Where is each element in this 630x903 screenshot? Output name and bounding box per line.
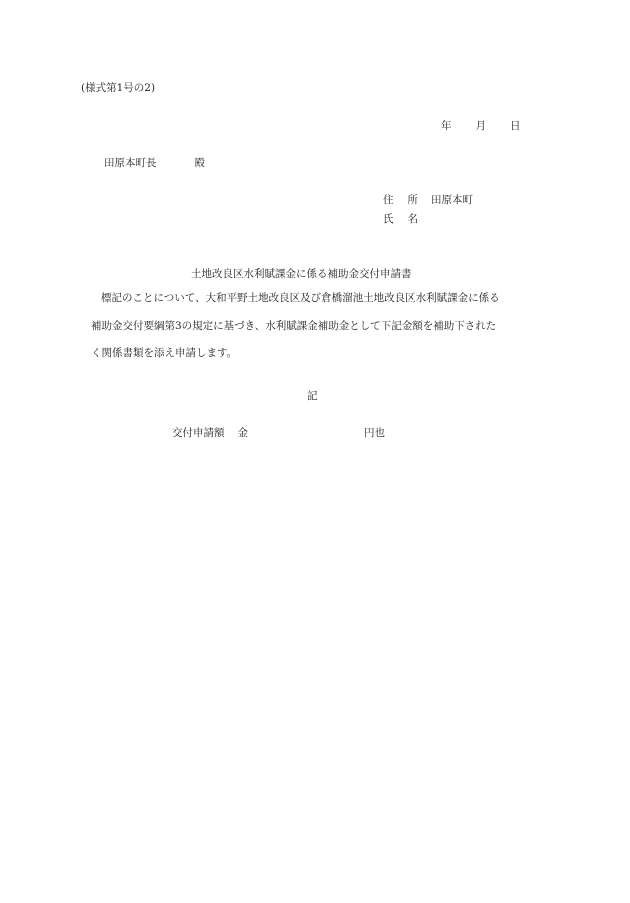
address-value: 田原本町 [431,194,473,206]
amount-kin: 金 [237,427,248,439]
name-label-2: 名 [407,213,418,225]
form-number: (様式第1号の2) [81,82,156,94]
amount-unit: 円也 [364,427,385,439]
document-title: 土地改良区水利賦課金に係る補助金交付申請書 [191,268,412,280]
applicant-name-row [383,214,418,225]
ki-heading: 記 [307,390,318,402]
date-day: 日 [510,120,521,132]
amount-row [172,428,385,439]
address-label-1: 住 [383,194,394,206]
applicant-address-row [383,195,473,206]
date-line [441,121,521,132]
addressee-honorific: 殿 [194,157,205,169]
body-line: 補助金交付要綱第3の規定に基づき、水利賦課金補助金として下記金額を補助下された [91,320,497,332]
date-year: 年 [441,120,452,132]
name-label-1: 氏 [383,213,394,225]
address-label-2: 所 [407,194,418,206]
date-month: 月 [475,120,486,132]
body-line: く関係書類を添え申請します。 [91,347,238,359]
addressee [104,158,205,169]
amount-label: 交付申請額 [172,427,225,439]
body-line: 標記のことについて、大和平野土地改良区及び倉橋溜池土地改良区水利賦課金に係る [101,292,500,304]
addressee-name: 田原本町長 [104,157,157,169]
